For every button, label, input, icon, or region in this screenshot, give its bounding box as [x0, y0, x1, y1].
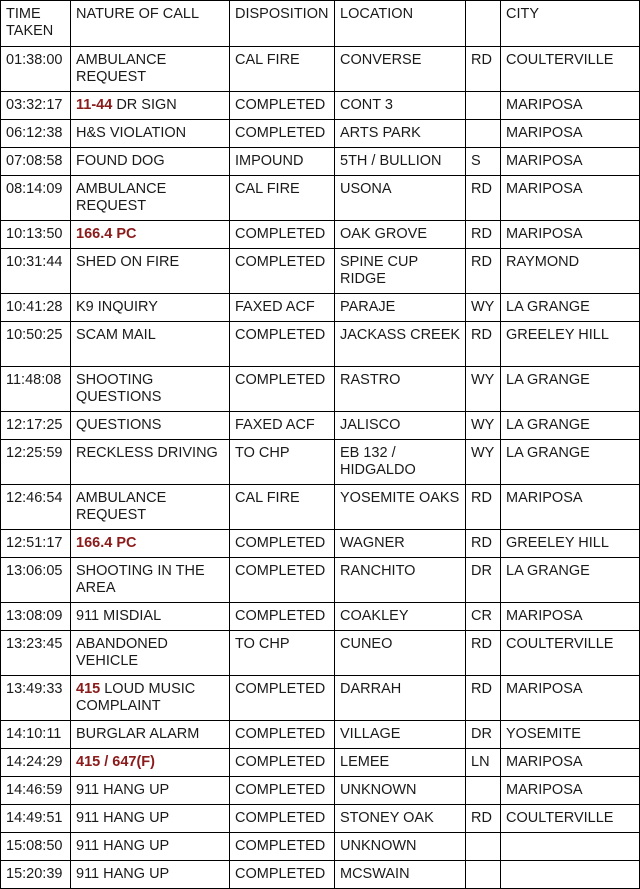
cell-disposition: COMPLETED — [230, 249, 335, 294]
cell-time-taken: 13:23:45 — [1, 631, 71, 676]
cell-city: MARIPOSA — [501, 176, 640, 221]
cell-city: MARIPOSA — [501, 485, 640, 530]
cell-time-taken: 13:49:33 — [1, 676, 71, 721]
cell-city: LA GRANGE — [501, 412, 640, 440]
cell-street-suffix: RD — [466, 176, 501, 221]
cell-time-taken: 14:46:59 — [1, 777, 71, 805]
cell-time-taken: 15:08:50 — [1, 833, 71, 861]
cell-location: UNKNOWN — [335, 833, 466, 861]
cell-location: YOSEMITE OAKS — [335, 485, 466, 530]
cell-nature-of-call — [71, 322, 230, 367]
header-nature-of-call: NATURE OF CALL — [71, 1, 230, 47]
cell-disposition: COMPLETED — [230, 558, 335, 603]
nature-text: DR SIGN — [112, 97, 177, 113]
nature-text: FOUND DOG — [76, 153, 165, 169]
cell-nature-of-call — [71, 367, 230, 412]
table-row — [1, 530, 640, 558]
cell-street-suffix: WY — [466, 294, 501, 322]
cell-location: COAKLEY — [335, 603, 466, 631]
cell-street-suffix: RD — [466, 485, 501, 530]
table-row — [1, 833, 640, 861]
cell-nature-of-call — [71, 749, 230, 777]
cell-nature-of-call — [71, 833, 230, 861]
cell-disposition: CAL FIRE — [230, 47, 335, 92]
cell-time-taken: 08:14:09 — [1, 176, 71, 221]
cell-disposition: CAL FIRE — [230, 176, 335, 221]
cell-location: OAK GROVE — [335, 221, 466, 249]
header-time-taken: TIME TAKEN — [1, 1, 71, 47]
cell-disposition: COMPLETED — [230, 749, 335, 777]
cell-nature-of-call — [71, 777, 230, 805]
cell-street-suffix: RD — [466, 676, 501, 721]
cell-city: GREELEY HILL — [501, 322, 640, 367]
cell-nature-of-call — [71, 221, 230, 249]
cell-city: LA GRANGE — [501, 440, 640, 485]
cell-city — [501, 861, 640, 889]
cell-nature-of-call — [71, 412, 230, 440]
cell-city — [501, 833, 640, 861]
penal-code: 166.4 PC — [76, 535, 137, 551]
cell-location: JALISCO — [335, 412, 466, 440]
table-row — [1, 558, 640, 603]
nature-text: 911 HANG UP — [76, 782, 170, 798]
cell-time-taken: 14:24:29 — [1, 749, 71, 777]
cell-time-taken: 10:31:44 — [1, 249, 71, 294]
table-row — [1, 92, 640, 120]
cell-location: RANCHITO — [335, 558, 466, 603]
table-row — [1, 805, 640, 833]
cell-disposition: COMPLETED — [230, 603, 335, 631]
cell-disposition: COMPLETED — [230, 530, 335, 558]
table-row — [1, 777, 640, 805]
cell-street-suffix: S — [466, 148, 501, 176]
cell-time-taken: 10:41:28 — [1, 294, 71, 322]
cell-street-suffix — [466, 120, 501, 148]
header-city: CITY — [501, 1, 640, 47]
table-row — [1, 412, 640, 440]
cell-city: MARIPOSA — [501, 221, 640, 249]
cell-disposition: COMPLETED — [230, 833, 335, 861]
cell-nature-of-call — [71, 530, 230, 558]
cell-time-taken: 12:25:59 — [1, 440, 71, 485]
cell-street-suffix: CR — [466, 603, 501, 631]
cell-time-taken: 07:08:58 — [1, 148, 71, 176]
cell-location: CONVERSE — [335, 47, 466, 92]
cell-disposition: COMPLETED — [230, 861, 335, 889]
cell-nature-of-call — [71, 92, 230, 120]
cell-city: LA GRANGE — [501, 367, 640, 412]
cell-time-taken: 10:50:25 — [1, 322, 71, 367]
table-row — [1, 367, 640, 412]
cell-time-taken: 06:12:38 — [1, 120, 71, 148]
nature-text: 911 HANG UP — [76, 810, 170, 826]
cell-nature-of-call — [71, 148, 230, 176]
header-disposition: DISPOSITION — [230, 1, 335, 47]
cell-disposition: IMPOUND — [230, 148, 335, 176]
cell-location: RASTRO — [335, 367, 466, 412]
cell-nature-of-call — [71, 631, 230, 676]
cell-city: MARIPOSA — [501, 148, 640, 176]
cell-city: LA GRANGE — [501, 294, 640, 322]
cell-location: DARRAH — [335, 676, 466, 721]
cell-nature-of-call — [71, 176, 230, 221]
cell-location: STONEY OAK — [335, 805, 466, 833]
cell-city: GREELEY HILL — [501, 530, 640, 558]
cell-location: CUNEO — [335, 631, 466, 676]
cell-city: YOSEMITE — [501, 721, 640, 749]
table-row — [1, 120, 640, 148]
cell-city: COULTERVILLE — [501, 631, 640, 676]
header-location: LOCATION — [335, 1, 466, 47]
cell-location: JACKASS CREEK — [335, 322, 466, 367]
cell-nature-of-call — [71, 47, 230, 92]
cell-street-suffix: RD — [466, 249, 501, 294]
cell-nature-of-call — [71, 721, 230, 749]
header-row — [1, 1, 640, 47]
cell-disposition: COMPLETED — [230, 367, 335, 412]
cell-city: MARIPOSA — [501, 676, 640, 721]
cell-street-suffix: RD — [466, 322, 501, 367]
cell-street-suffix — [466, 861, 501, 889]
table-row — [1, 176, 640, 221]
cell-street-suffix: RD — [466, 805, 501, 833]
table-row — [1, 440, 640, 485]
nature-text: H&S VIOLATION — [76, 125, 187, 141]
table-row — [1, 221, 640, 249]
cell-disposition: COMPLETED — [230, 676, 335, 721]
cell-street-suffix: DR — [466, 558, 501, 603]
cell-disposition: COMPLETED — [230, 92, 335, 120]
cell-street-suffix: DR — [466, 721, 501, 749]
cell-city: RAYMOND — [501, 249, 640, 294]
cell-time-taken: 13:08:09 — [1, 603, 71, 631]
nature-text: AMBULANCE REQUEST — [76, 181, 167, 214]
table-row — [1, 676, 640, 721]
cell-disposition: COMPLETED — [230, 322, 335, 367]
cell-street-suffix — [466, 777, 501, 805]
cell-disposition: COMPLETED — [230, 805, 335, 833]
nature-text: RECKLESS DRIVING — [76, 445, 218, 461]
cell-disposition: COMPLETED — [230, 777, 335, 805]
nature-text: AMBULANCE REQUEST — [76, 52, 167, 85]
table-row — [1, 485, 640, 530]
nature-text: K9 INQUIRY — [76, 299, 158, 315]
nature-text: LOUD MUSIC COMPLAINT — [76, 681, 196, 714]
cell-street-suffix — [466, 833, 501, 861]
nature-text: SHED ON FIRE — [76, 254, 180, 270]
cell-location: ARTS PARK — [335, 120, 466, 148]
cell-location: PARAJE — [335, 294, 466, 322]
penal-code: 166.4 PC — [76, 226, 137, 242]
cell-street-suffix: WY — [466, 440, 501, 485]
cell-disposition: FAXED ACF — [230, 412, 335, 440]
cell-time-taken: 14:49:51 — [1, 805, 71, 833]
nature-text: ABANDONED VEHICLE — [76, 636, 168, 669]
cell-location: 5TH / BULLION — [335, 148, 466, 176]
nature-text: SHOOTING IN THE AREA — [76, 563, 205, 596]
table-row — [1, 749, 640, 777]
cell-time-taken: 14:10:11 — [1, 721, 71, 749]
cell-city: MARIPOSA — [501, 120, 640, 148]
cell-location: EB 132 / HIDGALDO — [335, 440, 466, 485]
cell-nature-of-call — [71, 485, 230, 530]
cell-street-suffix: WY — [466, 367, 501, 412]
cell-time-taken: 12:17:25 — [1, 412, 71, 440]
cell-nature-of-call — [71, 603, 230, 631]
table-row — [1, 294, 640, 322]
cell-location: MCSWAIN — [335, 861, 466, 889]
table-row — [1, 322, 640, 367]
table-row — [1, 721, 640, 749]
cell-nature-of-call — [71, 440, 230, 485]
cell-nature-of-call — [71, 805, 230, 833]
table-row — [1, 249, 640, 294]
cell-disposition: FAXED ACF — [230, 294, 335, 322]
cell-nature-of-call — [71, 861, 230, 889]
nature-text: BURGLAR ALARM — [76, 726, 200, 742]
cell-street-suffix — [466, 92, 501, 120]
cell-time-taken: 15:20:39 — [1, 861, 71, 889]
cell-location: VILLAGE — [335, 721, 466, 749]
cell-city: LA GRANGE — [501, 558, 640, 603]
cell-time-taken: 10:13:50 — [1, 221, 71, 249]
cell-city: COULTERVILLE — [501, 805, 640, 833]
cell-time-taken: 11:48:08 — [1, 367, 71, 412]
nature-text: QUESTIONS — [76, 417, 162, 433]
cell-nature-of-call — [71, 249, 230, 294]
cell-nature-of-call — [71, 558, 230, 603]
nature-text: SHOOTING QUESTIONS — [76, 372, 162, 405]
nature-text: AMBULANCE REQUEST — [76, 490, 167, 523]
cell-street-suffix: RD — [466, 47, 501, 92]
cell-time-taken: 13:06:05 — [1, 558, 71, 603]
nature-text: 911 MISDIAL — [76, 608, 162, 624]
cell-city: MARIPOSA — [501, 603, 640, 631]
cell-disposition: CAL FIRE — [230, 485, 335, 530]
cell-disposition: TO CHP — [230, 631, 335, 676]
table-row — [1, 861, 640, 889]
penal-code: 415 — [76, 681, 101, 697]
penal-code: 11-44 — [76, 97, 113, 113]
cell-city: COULTERVILLE — [501, 47, 640, 92]
nature-text: 911 HANG UP — [76, 866, 170, 882]
table-row — [1, 631, 640, 676]
cell-nature-of-call — [71, 120, 230, 148]
cell-disposition: COMPLETED — [230, 721, 335, 749]
cell-disposition: COMPLETED — [230, 120, 335, 148]
cell-street-suffix: WY — [466, 412, 501, 440]
cell-location: SPINE CUP RIDGE — [335, 249, 466, 294]
cell-location: CONT 3 — [335, 92, 466, 120]
cell-time-taken: 12:51:17 — [1, 530, 71, 558]
nature-text: 911 HANG UP — [76, 838, 170, 854]
table-row — [1, 603, 640, 631]
cell-street-suffix: RD — [466, 221, 501, 249]
cell-street-suffix: RD — [466, 530, 501, 558]
cell-street-suffix: LN — [466, 749, 501, 777]
cell-time-taken: 12:46:54 — [1, 485, 71, 530]
header-street-suffix — [466, 1, 501, 47]
cell-time-taken: 03:32:17 — [1, 92, 71, 120]
penal-code: 415 / 647(F) — [76, 754, 155, 770]
cell-city: MARIPOSA — [501, 749, 640, 777]
cell-disposition: TO CHP — [230, 440, 335, 485]
cell-location: LEMEE — [335, 749, 466, 777]
cell-street-suffix: RD — [466, 631, 501, 676]
cell-city: MARIPOSA — [501, 92, 640, 120]
nature-text: SCAM MAIL — [76, 327, 156, 343]
table-row — [1, 47, 640, 92]
cell-city: MARIPOSA — [501, 777, 640, 805]
cell-disposition: COMPLETED — [230, 221, 335, 249]
cell-nature-of-call — [71, 294, 230, 322]
cell-time-taken: 01:38:00 — [1, 47, 71, 92]
cell-location: WAGNER — [335, 530, 466, 558]
table-row — [1, 148, 640, 176]
cell-location: UNKNOWN — [335, 777, 466, 805]
cell-nature-of-call — [71, 676, 230, 721]
cell-location: USONA — [335, 176, 466, 221]
